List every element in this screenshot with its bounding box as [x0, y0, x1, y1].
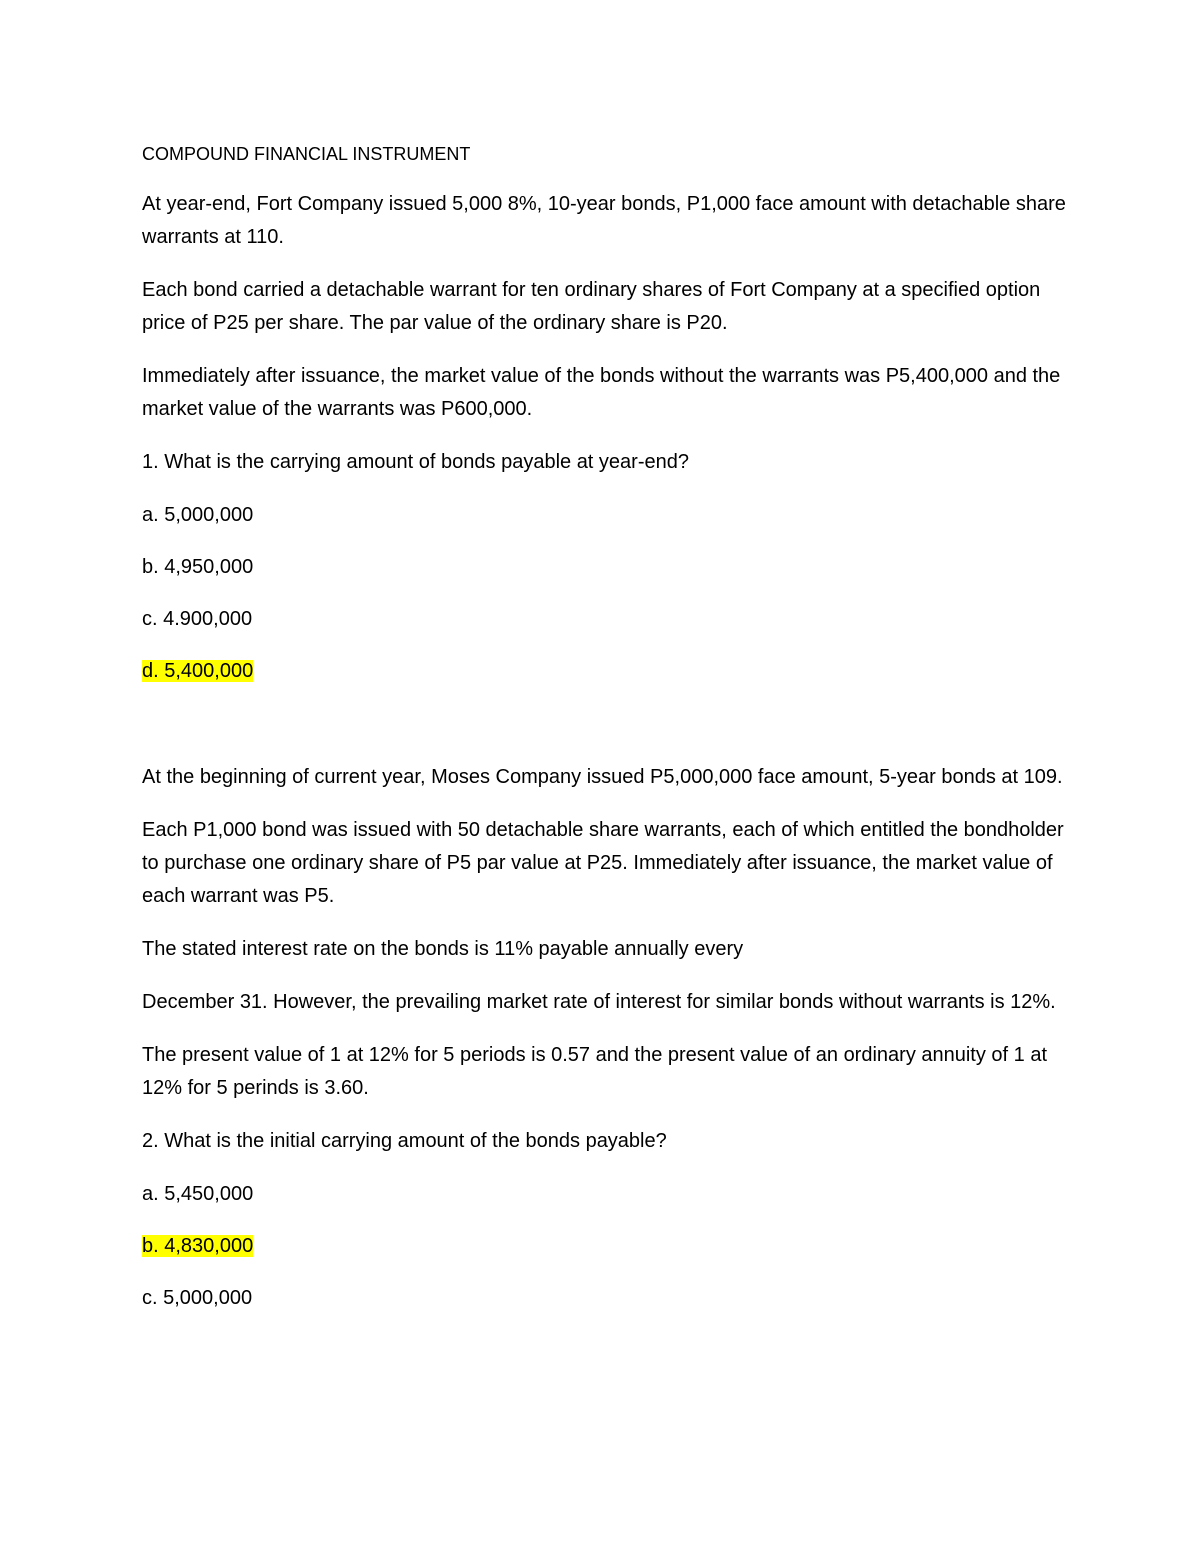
problem1-paragraph-3: Immediately after issuance, the market value of the bonds without the warrants was P5,400,000 and the market value of the warrants was P600,000. [142, 365, 1061, 420]
problem2-paragraph-1: At the beginning of current year, Moses Company issued P5,000,000 face amount, 5-year bonds at 109. [142, 766, 1063, 788]
problem2-paragraph-2: Each P1,000 bond was issued with 50 detachable share warrants, each of which entitled the bondholder to purchase one ordinary share of P5 par value at P25. Immediately after issuance, the market value of each warrant was P5. [142, 819, 1064, 907]
question-1-option-b [142, 551, 1072, 584]
question-2: 2. What is the initial carrying amount of the bonds payable? [142, 1130, 667, 1152]
question-1-option-d [142, 655, 1072, 688]
question-1-option-a [142, 499, 1072, 532]
option-text: c. 5,000,000 [142, 1287, 253, 1309]
document-title: COMPOUND FINANCIAL INSTRUMENT [142, 144, 471, 164]
section-spacer [142, 707, 1072, 761]
question-2-option-a [142, 1178, 1072, 1211]
option-text: a. 5,450,000 [142, 1183, 254, 1205]
option-text: b. 4,950,000 [142, 556, 254, 578]
problem2-paragraph-4: December 31. However, the prevailing market rate of interest for similar bonds without warrants is 12%. [142, 991, 1056, 1013]
option-text: a. 5,000,000 [142, 504, 254, 526]
question-2-option-c [142, 1282, 1072, 1315]
problem1-paragraph-2: Each bond carried a detachable warrant for ten ordinary shares of Fort Company at a specified option price of P25 per share. The par value of the ordinary share is P20. [142, 279, 1041, 334]
highlighted-answer: d. 5,400,000 [142, 660, 254, 682]
problem2-paragraph-5: The present value of 1 at 12% for 5 periods is 0.57 and the present value of an ordinary annuity of 1 at 12% for 5 perinds is 3.60. [142, 1044, 1048, 1099]
question-1-option-c [142, 603, 1072, 636]
document-content [142, 138, 1072, 1334]
problem2-paragraph-3: The stated interest rate on the bonds is 11% payable annually every [142, 938, 744, 960]
option-text: c. 4.900,000 [142, 608, 253, 630]
problem1-paragraph-1: At year-end, Fort Company issued 5,000 8%, 10-year bonds, P1,000 face amount with detachable share warrants at 110. [142, 193, 1066, 248]
highlighted-answer: b. 4,830,000 [142, 1235, 254, 1257]
question-1: 1. What is the carrying amount of bonds payable at year-end? [142, 451, 689, 473]
question-2-option-b [142, 1230, 1072, 1263]
